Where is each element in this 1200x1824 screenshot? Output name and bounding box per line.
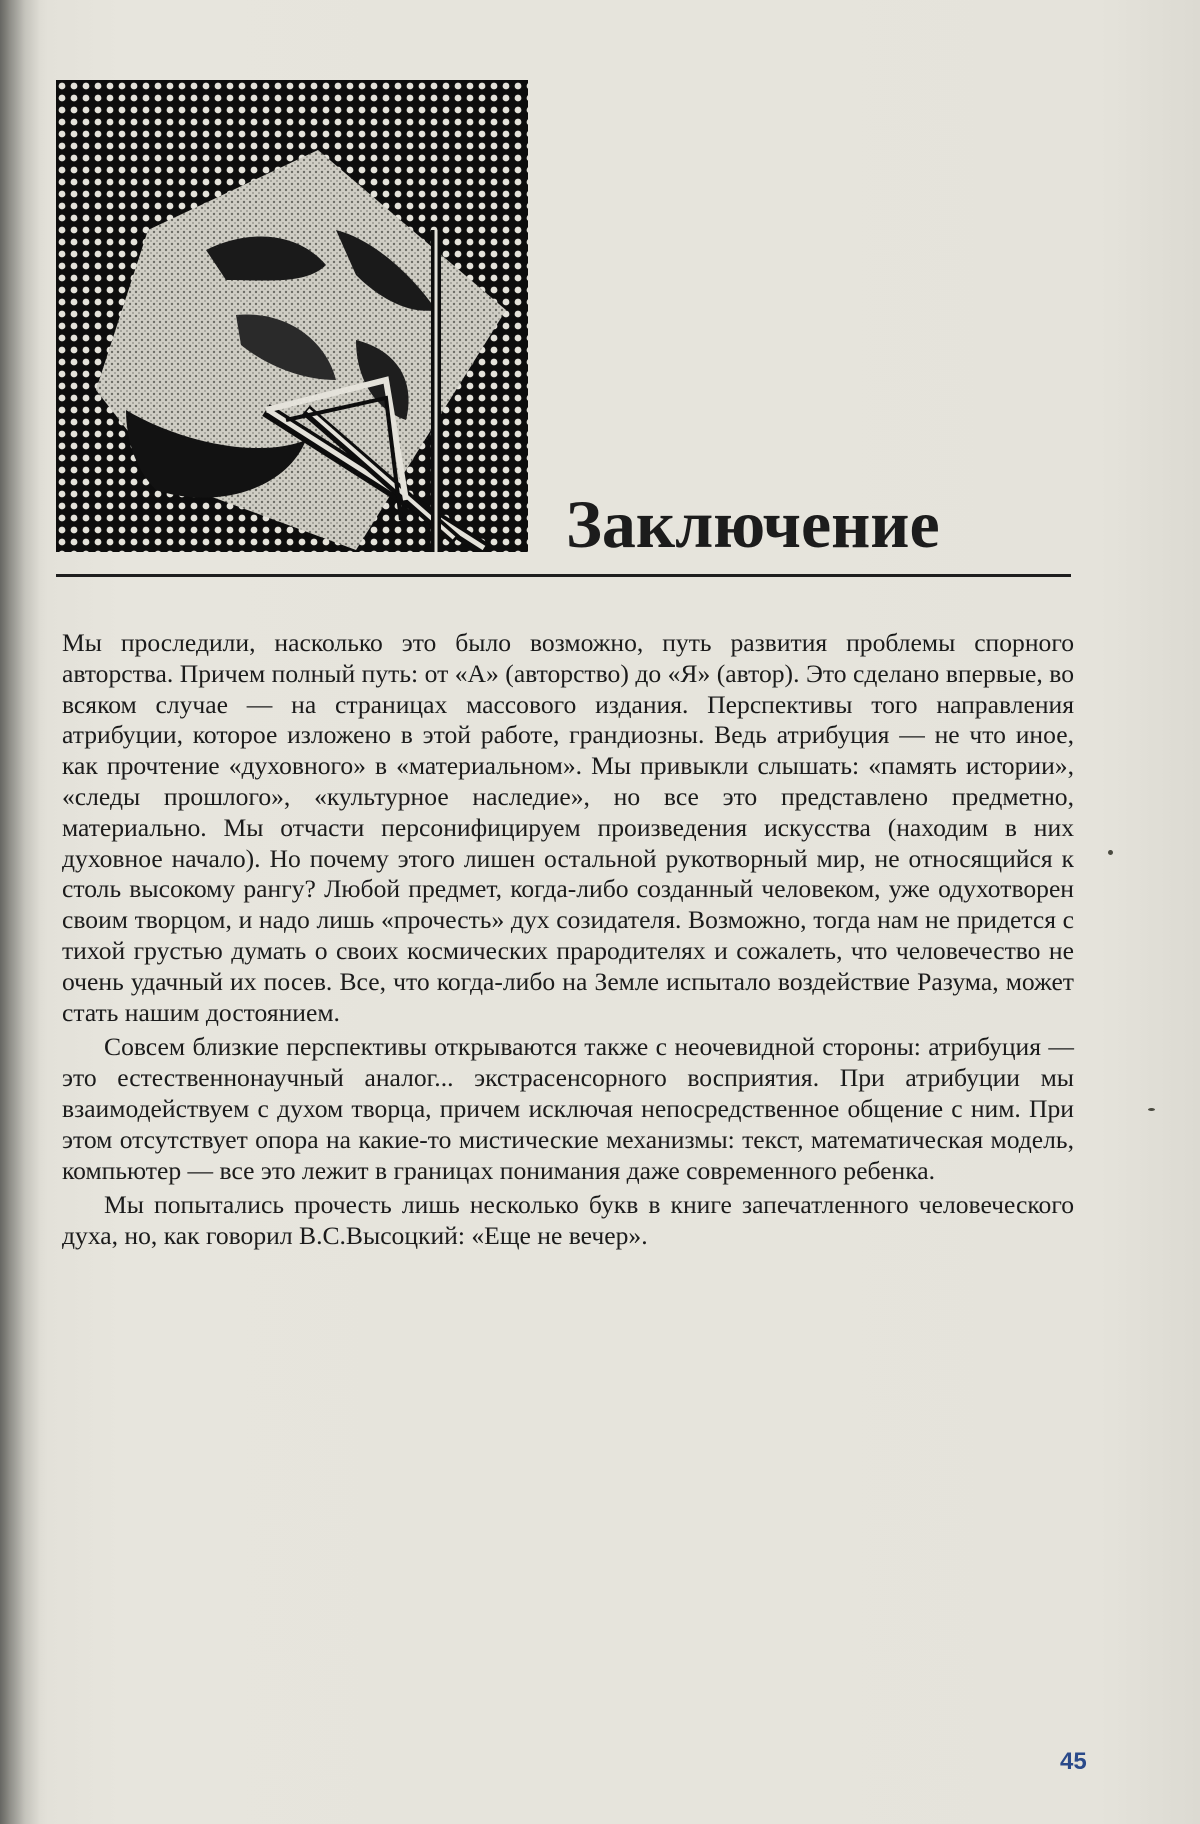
paragraph: Мы проследили, насколько это было возможно, путь развития проблемы спорного авторства. Причем полный путь: от «А» (авторство) до «Я» (автор). Это сделано впервые, во всяком случае — на страницах массового издания. Перспективы того направления атрибуции, которое изложено в этой работе, грандиозны. Ведь атрибуция — не что иное, как прочтение «духовного» в «материальном». Мы привыкли слышать: «память истории», «следы прошлого», «культурное наследие», но все это представлено предметно, материально. Мы отчасти персонифицируем произведения искусства (находим в них духовное начало). Но почему этого лишен остальной рукотворный мир, не относящийся к столь высокому рангу? Любой предмет, когда-либо созданный человеком, уже одухотворен своим творцом, и надо лишь «прочесть» дух созидателя. Возможно, тогда нам не придется с тихой грустью думать о своих космических прародителях и сожалеть, что человечество не очень удачный их посев. Все, что когда-либо на Земле испытало воздействие Разума, может стать нашим достоянием. <box>62 628 1074 1027</box>
chapter-title: Заключение <box>566 486 940 562</box>
paper-speck <box>1108 850 1113 855</box>
paper-speck <box>1148 1108 1155 1111</box>
chapter-illustration <box>56 80 528 552</box>
chapter-body <box>62 628 1074 1252</box>
title-divider <box>56 574 1071 577</box>
page-number: 45 <box>1060 1748 1087 1775</box>
halftone-face-portrait-illustration <box>56 80 528 552</box>
paragraph: Мы попытались прочесть лишь несколько букв в книге запечатленного человеческого духа, но, как говорил В.С.Высоцкий: «Еще не вечер». <box>62 1190 1074 1251</box>
paragraph: Совсем близкие перспективы открываются также с неочевидной стороны: атрибуция — это естественнонаучный аналог... экстрасенсорного восприятия. При атрибуции мы взаимодействуем с духом творца, причем исключая непосредственное общение с ним. При этом отсутствует опора на какие-то мистические механизмы: текст, математическая модель, компьютер — все это лежит в границах понимания даже современного ребенка. <box>62 1032 1074 1185</box>
spine-shadow <box>0 0 40 1824</box>
